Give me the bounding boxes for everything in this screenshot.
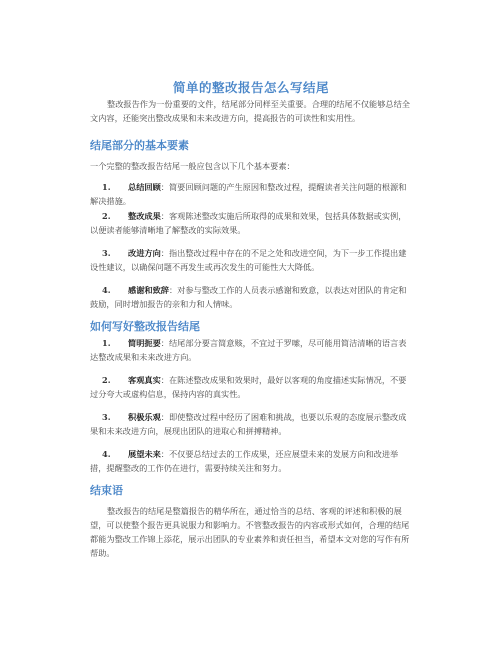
list-term: 展望未来	[128, 449, 161, 459]
list-text: ：结尾部分要言简意赅，不宜过于罗嗦，尽可能用简洁清晰的语言表达整改成果和未来改进方向。	[90, 338, 407, 362]
section-heading: 如何写好整改报告结尾	[90, 320, 200, 333]
closing-text: 整改报告的结尾是整篇报告的精华所在，通过恰当的总结、客观的评述和积极的展望，可以使整个报告更具说服力和影响力。不管整改报告的内容或形式如何，合理的结尾都能为整改工作锦上添花，展示出团队的专业素养和责任担当，希望本文对您的写作有所帮助。	[90, 506, 410, 558]
list-term: 积极乐观	[128, 412, 161, 422]
list-text: ：即使整改过程中经历了困难和挑战，也要以乐观的态度展示整改成果和未来改进方向，展现出团队的进取心和拼搏精神。	[90, 412, 407, 436]
list-item	[90, 447, 412, 475]
list-number: 3.	[102, 248, 111, 258]
list-term: 改进方向	[128, 248, 161, 258]
list-number: 1.	[102, 182, 111, 192]
list-text: ：简要回顾问题的产生原因和整改过程，提醒读者关注问题的根源和解决措施。	[90, 182, 407, 206]
list-number: 2.	[102, 375, 111, 385]
list-term: 客观真实	[128, 375, 161, 385]
list-item	[90, 373, 412, 401]
section-lead	[90, 159, 412, 173]
list-item	[90, 246, 412, 274]
closing-paragraph	[90, 504, 412, 560]
section-heading: 结尾部分的基本要素	[90, 139, 189, 152]
list-text: ：客观陈述整改实施后所取得的成果和效果，包括具体数据或实例，以便读者能够清晰地了解整改的实际效果。	[90, 211, 407, 235]
list-term: 简明扼要	[128, 338, 161, 348]
list-text: ：在陈述整改成果和效果时，最好以客观的角度描述实际情况，不要过分夸大或虚构信息，保持内容的真实性。	[90, 375, 407, 399]
section-heading: 结束语	[90, 484, 123, 497]
intro-paragraph	[90, 97, 412, 125]
intro-text: 整改报告作为一份重要的文件，结尾部分同样至关重要。合理的结尾不仅能够总结全文内容，还能突出整改成果和未来改进方向，提高报告的可读性和实用性。	[90, 99, 410, 123]
list-item	[90, 209, 412, 237]
list-number: 4.	[102, 449, 111, 459]
list-item	[90, 283, 412, 311]
list-number: 2.	[102, 211, 111, 221]
list-term: 感谢和致辞	[128, 285, 169, 295]
list-item	[90, 180, 412, 208]
list-term: 总结回顾	[128, 182, 161, 192]
list-number: 3.	[102, 412, 111, 422]
list-text: ：指出整改过程中存在的不足之处和改进空间，为下一步工作提出建设性建议，以确保问题不再发生或再次发生的可能性大大降低。	[90, 248, 407, 272]
page-title: 简单的整改报告怎么写结尾	[172, 80, 329, 95]
list-term: 整改成果	[128, 211, 161, 221]
list-text: ：对参与整改工作的人员表示感谢和致意，以表达对团队的肯定和鼓励，同时增加报告的亲和力和人情味。	[90, 285, 407, 309]
list-number: 4.	[102, 285, 111, 295]
list-item	[90, 410, 412, 438]
list-item	[90, 336, 412, 364]
list-number: 1.	[102, 338, 111, 348]
list-text: ：不仅要总结过去的工作成果，还应展望未来的发展方向和改进举措，提醒整改的工作仍在进行，需要持续关注和努力。	[90, 449, 399, 473]
section-lead-text: 一个完整的整改报告结尾一般应包含以下几个基本要素：	[90, 161, 295, 171]
